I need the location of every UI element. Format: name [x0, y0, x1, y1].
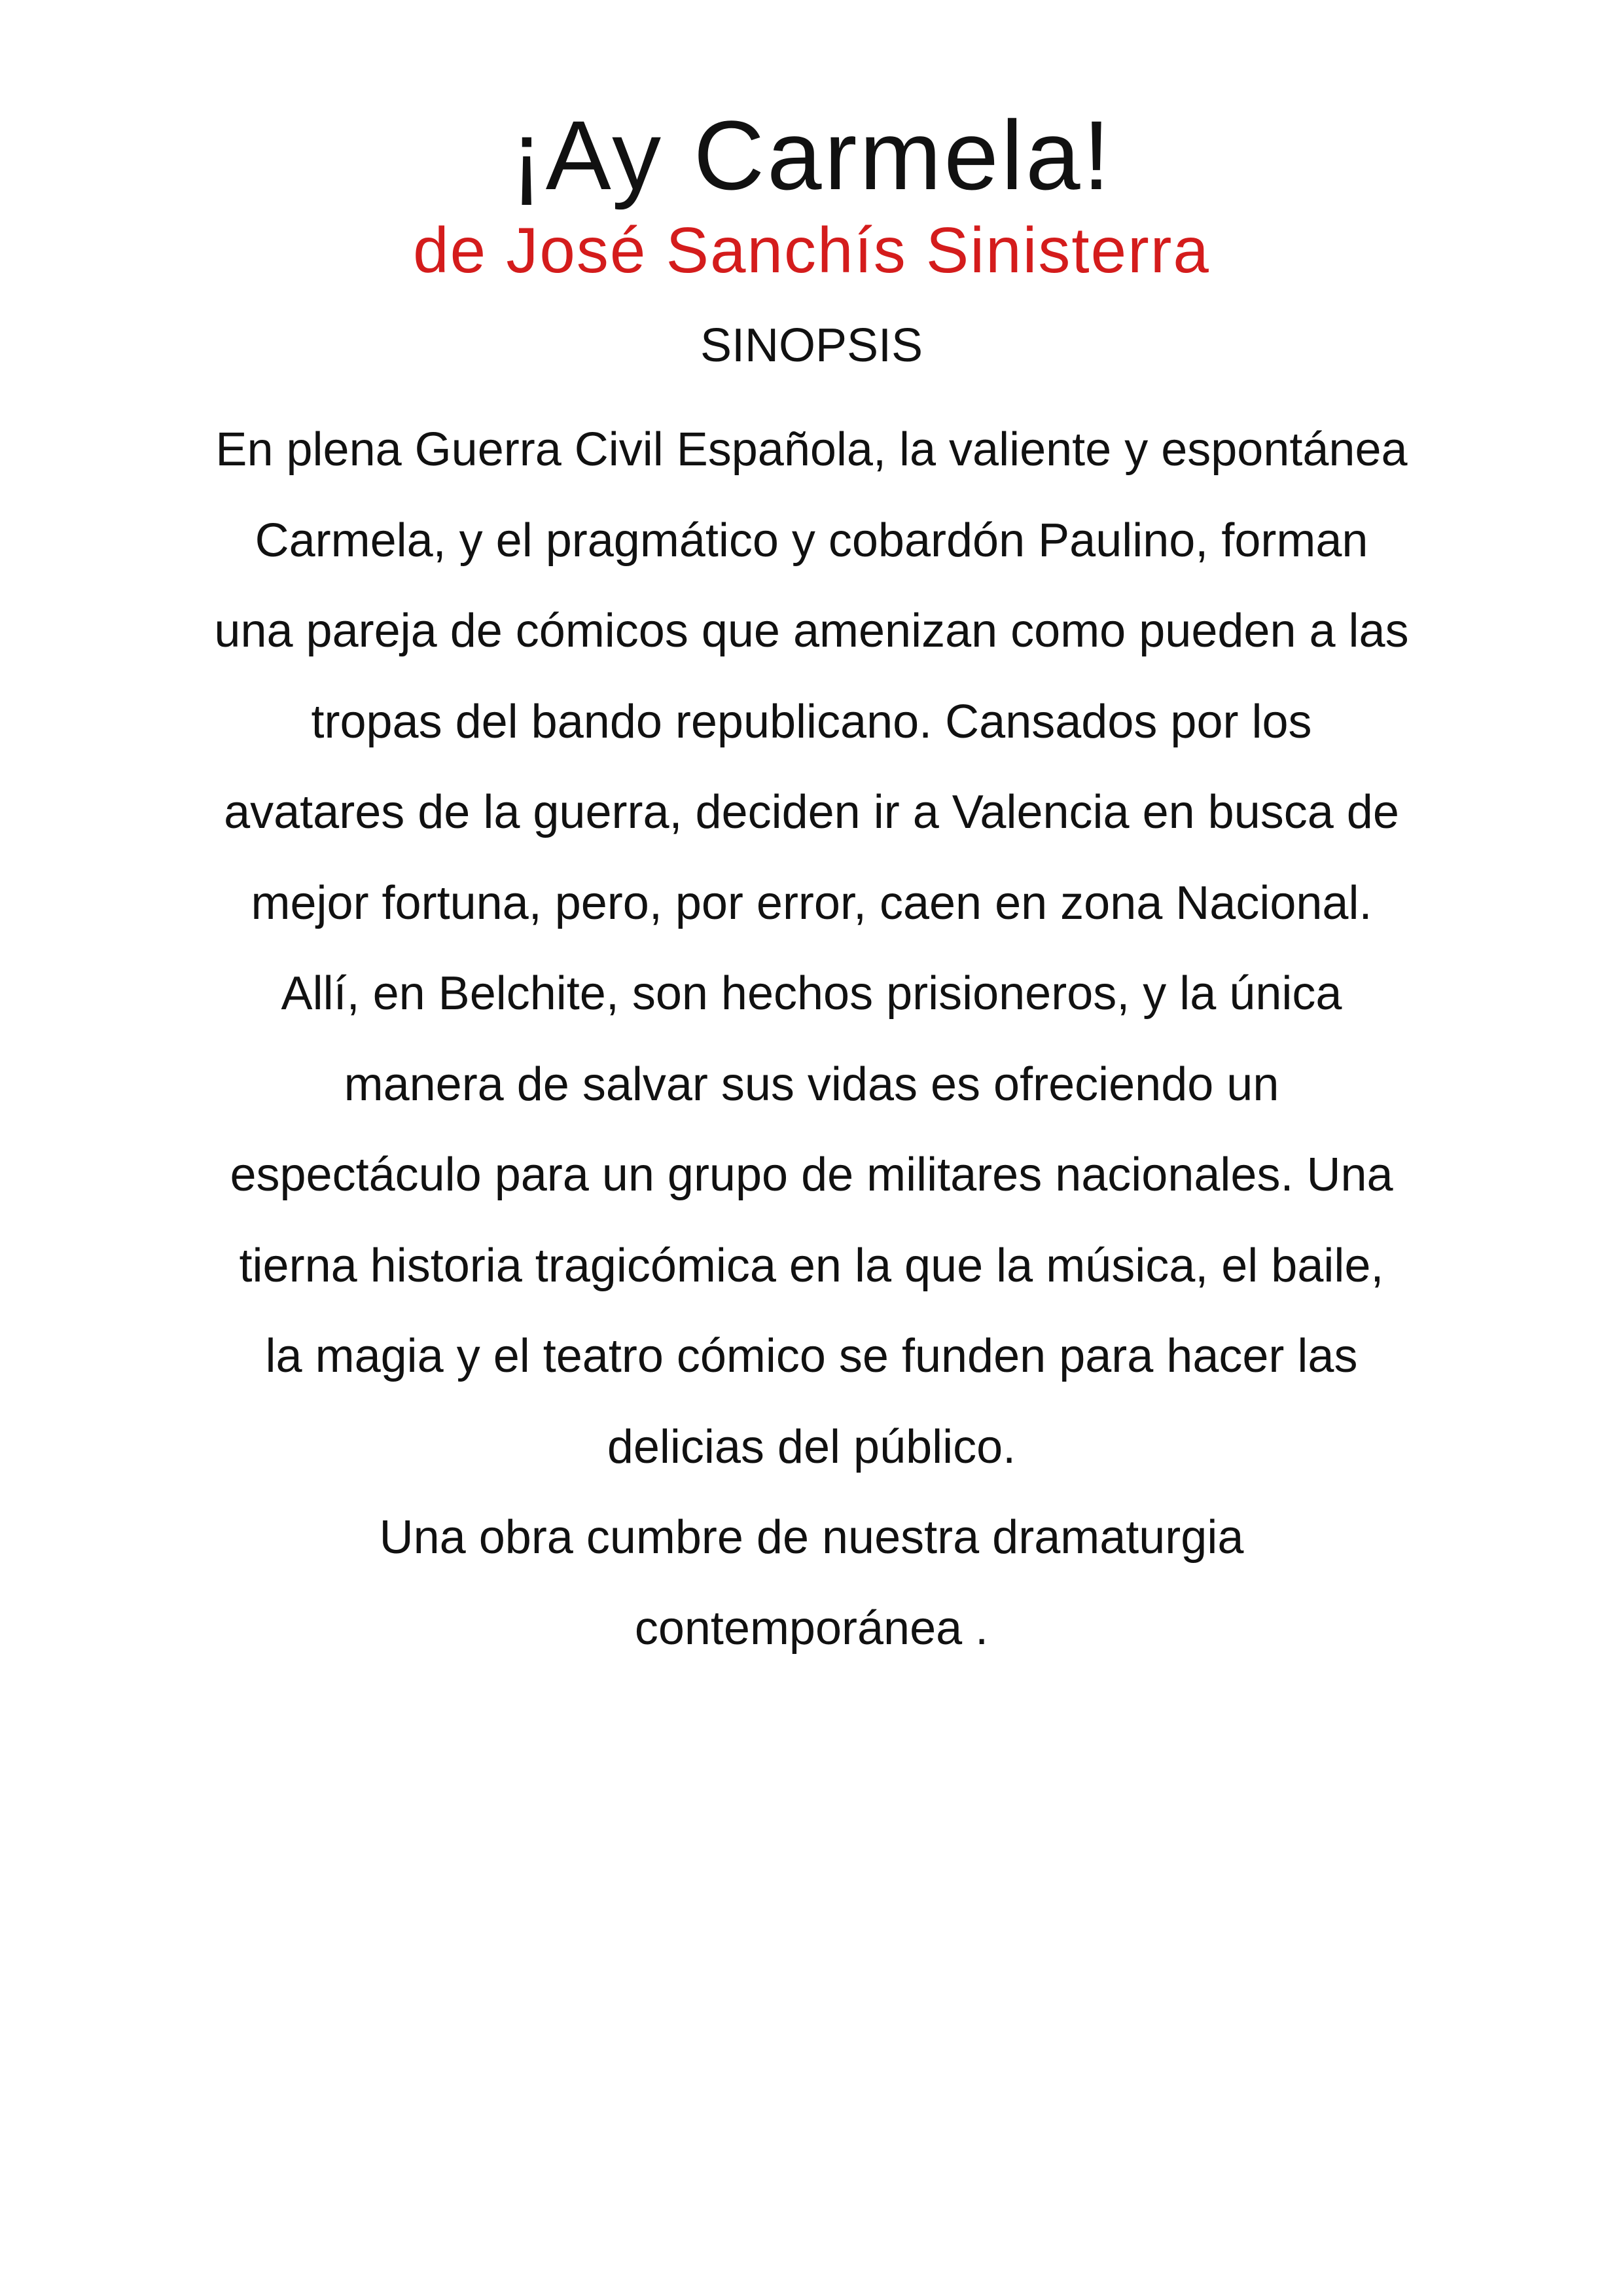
synopsis-line: mejor fortuna, pero, por error, caen en zona Nacional.	[251, 876, 1372, 929]
synopsis-line: Una obra cumbre de nuestra dramaturgia	[379, 1511, 1244, 1564]
page-title: ¡Ay Carmela!	[510, 100, 1113, 210]
synopsis-line: espectáculo para un grupo de militares nacionales. Una	[230, 1149, 1393, 1201]
synopsis-line: Allí, en Belchite, son hechos prisioneros, y la única	[281, 967, 1342, 1020]
synopsis-line: una pareja de cómicos que amenizan como pueden a las	[214, 605, 1409, 657]
synopsis-line: contemporánea .	[634, 1602, 989, 1655]
synopsis-line: la magia y el teatro cómico se funden para hacer las	[265, 1330, 1358, 1382]
synopsis-line: Carmela, y el pragmático y cobardón Paulino, forman	[255, 514, 1368, 567]
synopsis-line: tropas del bando republicano. Cansados por los	[311, 695, 1312, 748]
synopsis-line: manera de salvar sus vidas es ofreciendo un	[344, 1058, 1279, 1111]
synopsis-heading: SINOPSIS	[700, 319, 923, 372]
author-subtitle: de José Sanchís Sinisterra	[413, 214, 1210, 286]
synopsis-line: delicias del público.	[607, 1420, 1016, 1473]
synopsis-line: tierna historia tragicómica en la que la música, el baile,	[239, 1239, 1384, 1292]
synopsis-line: En plena Guerra Civil Española, la valiente y espontánea	[215, 423, 1408, 476]
synopsis-line: avatares de la guerra, deciden ir a Valencia en busca de	[224, 786, 1399, 838]
synopsis-text	[131, 404, 1492, 1674]
